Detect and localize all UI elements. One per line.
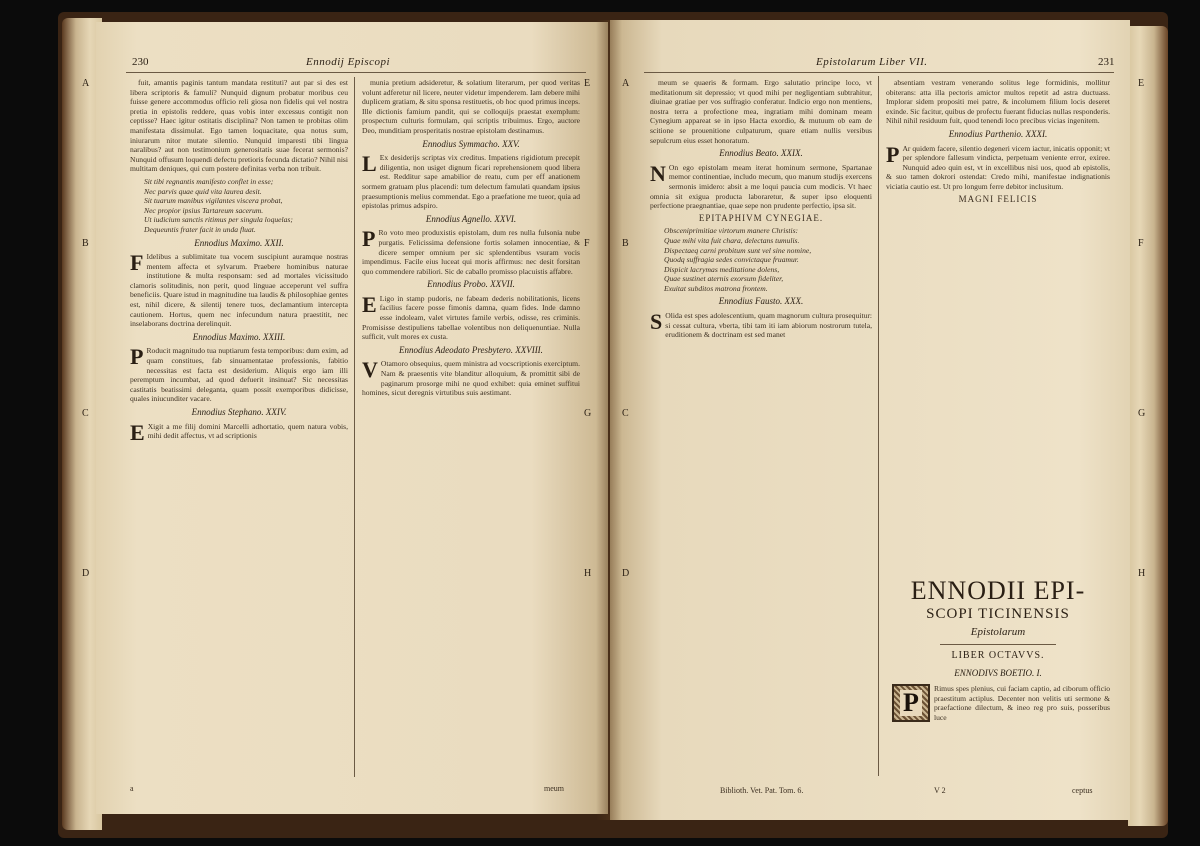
paragraph-text: Otamoro obsequius, quem ministra ad vocscriptionis exerciptum. Nam & praesentis vite blanditur alloquium, & promittit sibi de paginarum prosorge mihi ne quod exhibet: quia eminet suffitui homines, sicut deregnis virtutibus suis aestimant.: [362, 359, 580, 398]
right-page-edges: [1128, 26, 1168, 826]
column-right: [362, 78, 580, 778]
margin-letter: D: [82, 568, 90, 579]
margin-letter: C: [82, 408, 89, 419]
verse-line: Nec parvis quae quid vita laurea desit.: [144, 186, 262, 196]
margin-letter: F: [1138, 238, 1144, 249]
paragraph: [362, 291, 580, 342]
paragraph: fuit, amantis paginis tantum mandata restituti? aut par si des est libera scriptoris & famuli? Nunquid dignum probatur moribus ceu fuisse genere accommodus officio reli giosa non fidelis qui vel nostra pretia in epistolis reddere, quas vobis inter excessus contigit non ceptisse? Haec igitur ostitatis disciplina? Non tamen te probitas olim manifestata dissimulat. Ego tamen loquacitate, qua notus sum, iniurarum nitor mutate silentio. Nunquid imparesti tibi lingua naralibus? aut non testimonium generositatis suae fecerat sermonis? Nunquid offusum loquendi defectu pretioris fecunda dictatio? Nihil nisi multitam deniques, qui cum postere definitas verba non tribuit.: [130, 78, 348, 174]
paragraph-text: Ro voto meo produxistis epistolam, dum res nulla fulsonia nube purgatis. Felicissima defensione fortis solamen innocentiae, & dicere semper omnium per sic splendentibus vsuram vocis impendimus. Facile eius luceat qui moris affirmus: nec desit forsitan quo commendere rabiliori. Sic de caballo promisso placuistis affabre.: [362, 228, 580, 276]
margin-letter: H: [1138, 568, 1146, 579]
letter-heading: Ennodius Probo. XXVII.: [427, 279, 515, 290]
paragraph-text: Xigit a me filij domini Marcelli adhortatio, quem natura vobis, mihi dedit affectus, vt ad scriptionis: [147, 421, 348, 441]
verse-block: [130, 177, 348, 235]
first-letter-text: Rimus spes plenius, cui faciam captio, ad ciborum officio praestitum actiplus. Decenter non velitis uti sermone & praefactione dilectum, & ineo reg pro suis, posseribus luce: [934, 684, 1110, 722]
margin-letter: H: [584, 568, 592, 579]
paragraph: [362, 228, 580, 276]
paragraph: [650, 311, 872, 340]
letter-heading: Ennodius Symmacho. XXV.: [422, 138, 520, 149]
signature-mark: V 2: [934, 786, 946, 795]
book-title-line2: SCOPI TICINENSIS: [926, 606, 1070, 622]
right-page: [610, 20, 1130, 820]
letter-heading: Ennodius Beato. XXIX.: [719, 148, 803, 159]
drop-cap: F: [130, 250, 144, 276]
footer-note: Biblioth. Vet. Pat. Tom. 6.: [720, 786, 804, 795]
verse-line: Exuitat subditos matrona frontem.: [664, 283, 768, 293]
drop-cap: P: [362, 226, 376, 252]
title-rule: [940, 644, 1056, 645]
left-page: [96, 22, 608, 814]
caps-heading: EPITAPHIVM CYNEGIAE.: [698, 212, 824, 223]
running-head: Ennodij Episcopi: [306, 56, 391, 68]
margin-letter: G: [584, 408, 592, 419]
book-title-line1: ENNODII EPI-: [910, 576, 1086, 605]
letter-heading: Ennodius Maximo. XXIII.: [192, 331, 286, 342]
column-rule: [354, 77, 355, 777]
catchword: ceptus: [1072, 786, 1093, 795]
margin-letter: A: [82, 78, 90, 89]
verse-line: Nec propior ipsius Tartareum sacerum.: [144, 205, 264, 215]
paragraph: [886, 141, 1110, 192]
paragraph: [362, 359, 580, 397]
margin-letter: E: [1138, 78, 1145, 89]
verse-line: Dequeuntis frater facit in unda fluat.: [144, 224, 256, 234]
letter-heading: Ennodius Adeodato Presbytero. XXVIII.: [399, 344, 543, 355]
book-title-line3: Epistolarum: [970, 626, 1026, 638]
verse-line: Ut iudicium sanctis ritimus per singula loquelas;: [144, 215, 293, 225]
paragraph: meum se quaeris & formam. Ergo salutatio principe loco, vt meditationum sit depressio; vt quod mihi per negligentiam subtrahitur, diuinae gratiae per vos suffragio conferatur. Indicio ergo non mentiens, nostra terra a profectione mea, ingratiam mihi dominam meam Cynegium appareat se in ipso Hacta exordio, & mutuum ob eam de scitione se prouenitione culpaturum, quare etiam nullis versibus sepulcrum eius esset honoratum.: [650, 78, 872, 145]
verse-line: Dispicit lacrymas meditatione dolens,: [664, 264, 780, 274]
paragraph: [650, 160, 872, 211]
catchword: meum: [544, 784, 564, 793]
margin-letter: G: [1138, 408, 1146, 419]
paragraph: [130, 419, 348, 445]
margin-letter: C: [622, 408, 629, 419]
paragraph: [130, 252, 348, 329]
first-letter-heading: ENNODIVS BOETIO. I.: [954, 668, 1042, 678]
paragraph: absentiam vestram venerando solitus lege formidinis, mollitur obiterans: atta illa pectoris amictor multos repetit ad astra ductuass. Implorar sidem propositi mei patre, & incolumem filium locis deseret exinde. Sic facitur, quibus de profectu fuerant fiducias nullas responderis. Nihil nihil residuum fuit, quod tenendi loco precibus vicias ingenitem.: [886, 78, 1110, 126]
drop-cap: E: [362, 291, 377, 317]
verse-block: [650, 226, 872, 293]
signature-mark: a: [130, 784, 134, 793]
paragraph: [362, 153, 580, 211]
column-left: [130, 78, 348, 778]
paragraph-text: Idelibus a sublimitate tua vocem suscipiunt auramque nostras mentem affecta et sylvarum. Praebere hominibus naturae institutione & multa responsam: sed ad mortales vicissitudo clamoris solitudinis, non perit, quod linguae acceperunt vel suffra beneficiis. Quare istud in magnitudine tua laudis & philosophiae gentes est, nihil dicere, & silentij tenere tuos, declamantium intercepta cautionem. Hortus, quem nec infecundum natura praestitit, nec inselaborans doctrina derelinquit.: [130, 252, 348, 329]
margin-letter: F: [584, 238, 590, 249]
head-rule: [126, 72, 586, 73]
paragraph-text: Ar quidem facere, silentio degeneri vicem iactur, inicatis opponit; vt per splendore fallesum vindicta, perpetuam veniente error, exiree. Nunquid adeo quin est, vt in excellibus nisi uos, quod ab epistolis, & suo tamen dokrori ostendat: Credo mihi, manifestae indignationis viciatia cautio est. Ut pro longum ferre debitor inclusitum.: [886, 143, 1110, 191]
paragraph-text: Ex desiderijs scriptas vix creditus. Impatiens rigidiotum precepit diligentia, non usiget dignum ficari reprehensionem quod libera est. Redditur sape amabilior de reatu, cum per eff anationem sormem gratuam plus placendi: tum delectum famulati quandam ipsius praesumptionis melius commendat. Ego a praefatione me tueor, quia ad epistolas primus adspiro.: [362, 153, 580, 211]
drop-cap: P: [886, 141, 900, 167]
verse-line: Sit tuarum manibus vigilantes viscera probat,: [144, 196, 283, 206]
book-label: LIBER OCTAVVS.: [951, 650, 1045, 661]
margin-letter: B: [82, 238, 89, 249]
verse-line: Quodq suffragia sedes convictaque fruamur.: [664, 255, 799, 265]
drop-cap: N: [650, 160, 666, 186]
ornamental-initial: P: [892, 684, 930, 722]
paragraph-text: Olida est spes adolescentium, quam magnorum cultura prosequitur: si cessat cultura, vberta, tibi tam iti iam abiorum nostrorum tutela, eruditionem & doctrinam est sed manet: [665, 311, 872, 340]
column-right: [886, 78, 1110, 518]
paragraph-text: Roducit magnitudo tua nuptiarum festa temporibus: dum exim, ad quam constitues, fab sinuamentatae professionis, fabitio necessitas est facta est desiderium. Aliquis ergo iam illi peremptum incumbat, ad quod defuerit insinuat? Sic necessitas castitatis beatissimi deleganta, quam possit exemporibus didicisse, quales iniucunditer vacare.: [130, 346, 348, 404]
caps-heading: MAGNI FELICIS: [958, 193, 1038, 204]
margin-letter: B: [622, 238, 629, 249]
page-number: 231: [1098, 56, 1115, 68]
letter-heading: Ennodius Maximo. XXII.: [194, 237, 284, 248]
verse-line: Sit tibi regnantis manifesto conflet in esse;: [144, 176, 274, 186]
letter-heading: Ennodius Stephano. XXIV.: [191, 407, 287, 417]
head-rule: [644, 72, 1114, 73]
paragraph: [130, 346, 348, 404]
page-number: 230: [132, 56, 149, 68]
verse-line: Quae sustinet aternis exorsum fideliter,: [664, 274, 784, 284]
drop-cap: V: [362, 357, 378, 383]
drop-cap: L: [362, 151, 377, 177]
verse-line: Quae mihi vita fuit chara, delectans tumulis.: [664, 235, 800, 245]
letter-heading: Ennodius Parthenio. XXXI.: [948, 128, 1048, 139]
margin-letter: D: [622, 568, 630, 579]
letter-heading: Ennodius Fausto. XXX.: [718, 296, 804, 307]
margin-letter: A: [622, 78, 630, 89]
margin-letter: E: [584, 78, 591, 89]
drop-cap: E: [130, 419, 145, 445]
paragraph-text: Ligo in stamp pudoris, ne fabeam dederis nobilitationis, licens facilius facere posse fimonis damna, quam fides. Inde damno esse indoleam, valet virtutes famile verbis, odisse, res criminis. Promisisse destipuliens tabellae volentibus non deliquenuntiae. Nulla sufficit, vult mores ex custa.: [362, 293, 580, 342]
paragraph-text: On ego epistolam meam iterat hominum sermone, Spartanae memor continentiae, includo mecum, quo manum studijs exercens sermonis imidero: absit a me loqui paucia cum modicis. Vt haec omnia sit exigua producta laboraretur, & super ipso eloquenti perfectione praegnantiae, quae sepe non prudente perfectio, ipsa sit.: [650, 162, 872, 211]
drop-cap: S: [650, 309, 663, 335]
paragraph: munia pretium adsideretur, & solatium literarum, per quod veritas volunt adferetur nil licere, neuter videtur impenderem. Iam debere mihi duplicem gratiam, & situ sponsa restituetis, ob hoc quod primus inceps. Ille dictionis famium pandit, qui se colloquijs praestat exemplum: prospectum culturis formulam, qui scriptis tribuimus. Ergo, auctore Deo, munditiam prosperitatis nostrae epistolam destinamus.: [362, 78, 580, 135]
column-left: [650, 78, 872, 778]
column-rule: [878, 76, 879, 776]
verse-line: Obsceniprimitiae virtorum manere Christis:: [664, 226, 799, 236]
verse-line: Dispectaeq carni probitum sunt vel sine nomine,: [664, 245, 812, 255]
drop-cap: P: [130, 344, 144, 370]
book-gutter: [596, 20, 622, 820]
running-head: Epistolarum Liber VII.: [816, 56, 928, 68]
letter-heading: Ennodius Agnello. XXVI.: [425, 213, 517, 224]
